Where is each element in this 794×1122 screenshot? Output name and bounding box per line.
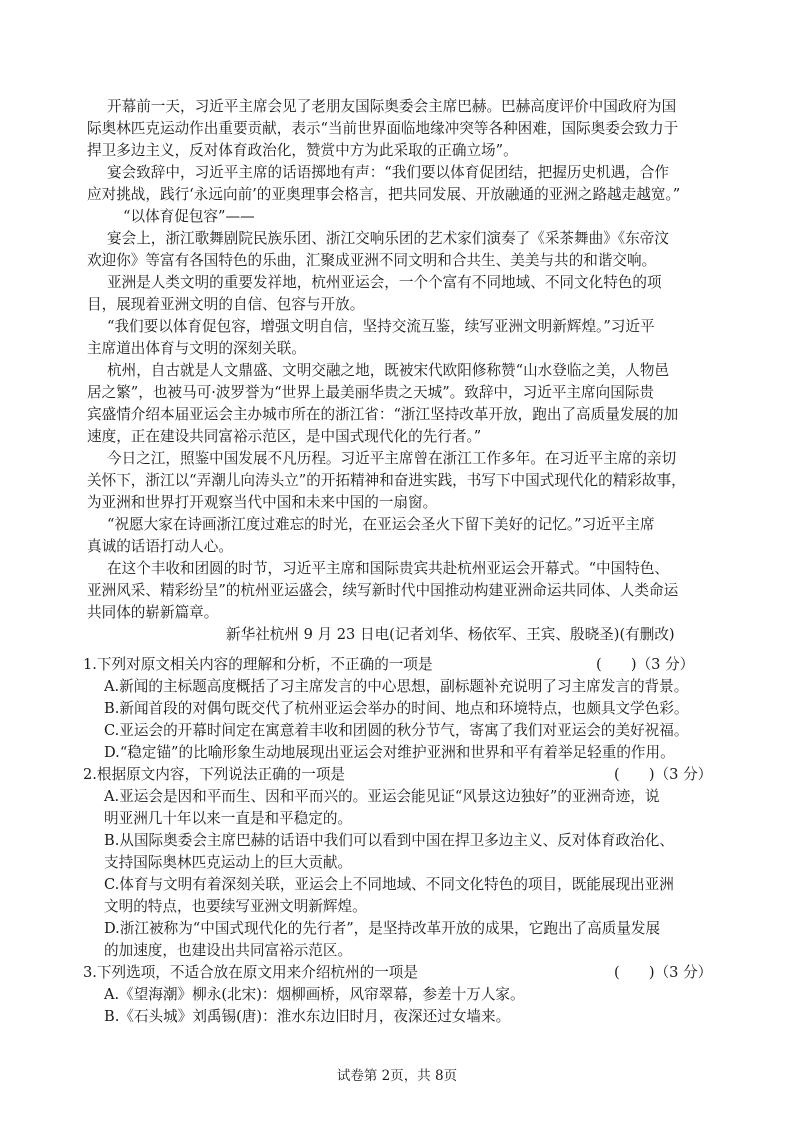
article-p9-line2: 亚洲风采、精彩纷呈”的杭州亚运盛会，续写新时代中国推动构建亚洲命运共同体、人类命运 [87,582,679,599]
article-p2-line2: 应对挑战，践行‘永远向前’的亚奥理事会格言，把共同发展、开放融通的亚洲之路越走越宽。” [87,186,681,203]
question-2-option-a: A.亚运会是因和平而生、因和平而兴的。亚运会能见证“风景这边独好”的亚洲奇迹，说 [104,788,660,805]
article-p1-line2: 际奥林匹克运动作出重要贡献，表示“当前世界面临地缘冲突等各种困难，国际奥委会致力于 [87,120,679,137]
article-p4-line1: 亚洲是人类文明的重要发祥地，杭州亚运会，一个个富有不同地域、不同文化特色的项 [107,274,662,291]
article-p4-line2: 目，展现着亚洲文明的自信、包容与开放。 [87,296,365,313]
article-p1-line1: 开幕前一天，习近平主席会见了老朋友国际奥委会主席巴赫。巴赫高度评价中国政府为国 [107,98,677,115]
article-p6-line2: 居之繁”，也被马可·波罗誉为“世界上最美丽华贵之天城”。致辞中，习近平主席向国际贵 [87,384,654,401]
question-2-score: ( )（3 分） [614,766,713,783]
page-footer: 试卷第 2页，共 8页 [336,1068,458,1084]
article-source: 新华社杭州 9 月 23 日电(记者刘华、杨依军、王宾、殷晓圣)(有删改) [226,626,675,643]
article-p8-line2: 真诚的话语打动人心。 [87,538,233,555]
article-p3-line2: 欢迎你》等富有各国特色的乐曲，汇聚成亚洲不同文明和合共生、美美与共的和谐交响。 [87,252,657,269]
question-2-option-d-cont: 的加速度，也建设出共同富裕示范区。 [104,942,353,959]
question-1-stem: 1.下列对原文相关内容的理解和分析，不正确的一项是 [83,656,433,673]
question-2-option-a-cont: 明亚洲几十年以来一直是和平稳定的。 [104,810,353,827]
question-2-option-b: B.从国际奥委会主席巴赫的话语中我们可以看到中国在捍卫多边主义、反对体育政治化、 [104,832,674,849]
question-1-option-b: B.新闻首段的对偶句既交代了杭州亚运会举办的时间、地点和环境特点，也颇具文学色彩。 [104,700,689,717]
article-p7-line3: 为亚洲和世界打开观察当代中国和未来中国的一扇窗。 [87,494,438,511]
question-1-option-a: A.新闻的主标题高度概括了习主席发言的中心思想，副标题补充说明了习主席发言的背景。 [104,678,689,695]
article-p6-line1: 杭州，自古就是人文鼎盛、文明交融之地，既被宋代欧阳修称赞“山水登临之美，人物邑 [107,362,670,379]
article-p8-line1: “祝愿大家在诗画浙江度过难忘的时光，在亚运会圣火下留下美好的记忆。”习近平主席 [107,516,655,533]
question-2-option-d: D.浙江被称为“中国式现代化的先行者”，是坚持改革开放的成果，它跑出了高质量发展 [104,920,661,937]
article-p5-line1: “我们要以体育促包容，增强文明自信，坚持交流互鉴，续写亚洲文明新辉煌。”习近平 [107,318,655,335]
article-p6-line4: 速度，正在建设共同富裕示范区，是中国式现代化的先行者。” [87,428,482,445]
question-1-option-c: C.亚运会的开幕时间定在寓意着丰收和团圆的秋分节气，寄寓了我们对亚运会的美好祝福。 [104,722,689,739]
question-3-stem: 3.下列选项，不适合放在原文用来介绍杭州的一项是 [83,964,418,981]
article-p7-line2: 关怀下，浙江以“弄潮儿向涛头立”的开拓精神和奋进实践，书写下中国式现代化的精彩故事， [87,472,686,489]
question-3-score: ( )（3 分） [614,964,713,981]
article-p3-line1: 宴会上，浙江歌舞剧院民族乐团、浙江交响乐团的艺术家们演奏了《采茶舞曲》《东帝汶 [107,230,669,247]
article-p9-line1: 在这个丰收和团圆的时节，习近平主席和国际贵宾共赴杭州亚运会开幕式。“中国特色、 [107,560,670,577]
question-3-option-b: B.《石头城》刘禹锡(唐)：淮水东边旧时月，夜深还过女墙来。 [104,1008,511,1025]
question-2-option-c: C.体育与文明有着深刻关联，亚运会上不同地域、不同文化特色的项目，既能展现出亚洲 [104,876,674,893]
question-1-option-d: D.“稳定锚”的比喻形象生动地展现出亚运会对维护亚洲和世界和平有着举足轻重的作用。 [104,744,675,761]
question-2-option-c-cont: 文明的特点，也要续写亚洲文明新辉煌。 [104,898,367,915]
article-p7-line1: 今日之江，照鉴中国发展不凡历程。习近平主席曾在浙江工作多年。在习近平主席的亲切 [107,450,677,467]
question-2-option-b-cont: 支持国际奥林匹克运动上的巨大贡献。 [104,854,353,871]
question-1-score: ( )（3 分） [596,656,695,673]
article-p6-line3: 宾盛情介绍本届亚运会主办城市所在的浙江省：“浙江坚持改革开放，跑出了高质量发展的加 [87,406,679,423]
article-p1-line3: 捍卫多边主义，反对体育政治化，赞赏中方为此采取的正确立场”。 [87,142,518,159]
article-p2-line1: 宴会致辞中，习近平主席的话语掷地有声：“我们要以体育促团结，把握历史机遇，合作 [107,164,670,181]
article-p9-line3: 共同体的崭新篇章。 [87,604,219,621]
article-p5-line2: 主席道出体育与文明的深刻关联。 [87,340,306,357]
question-3-option-a: A.《望海潮》柳永(北宋)：烟柳画桥，风帘翠幕，参差十万人家。 [104,986,525,1003]
article-subheading: “以体育促包容”—— [123,208,255,225]
question-2-stem: 2.根据原文内容，下列说法正确的一项是 [83,766,346,783]
